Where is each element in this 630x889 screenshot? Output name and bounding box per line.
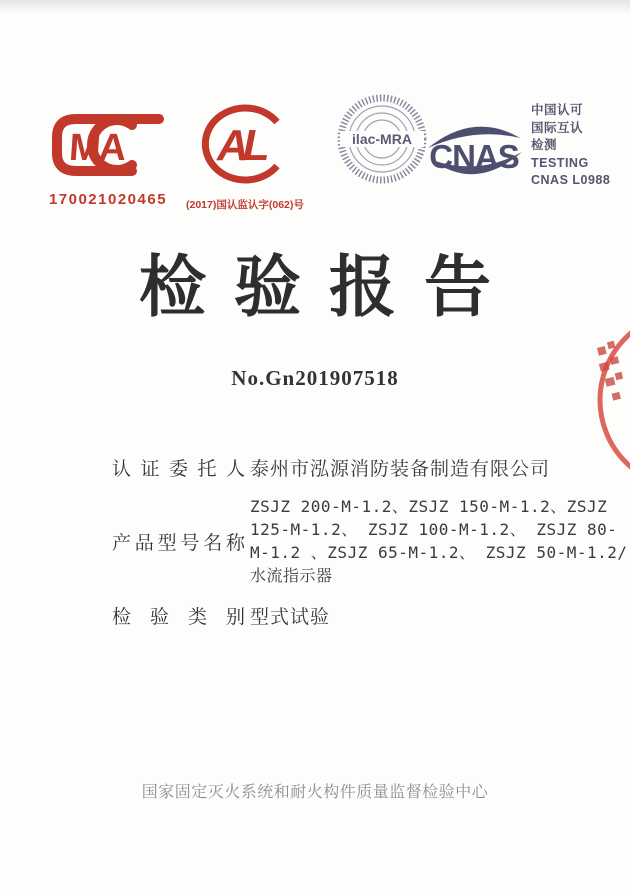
ilac-mra-logo-block — [336, 93, 428, 190]
client-label: 认 证 委 托 人 — [112, 459, 246, 480]
accreditation-line: 检测 — [531, 138, 558, 152]
product-model-line: 水流指示器 — [250, 566, 333, 585]
cma-logo-icon — [46, 108, 170, 182]
cal-caption: (2017)国认监认字(062)号 — [186, 199, 304, 211]
ilac-mra-label: ilac-MRA — [352, 131, 412, 147]
product-model-line: M-1.2 、ZSJZ 65-M-1.2、 ZSJZ 50-M-1.2/ — [250, 543, 628, 562]
product-model-label: 产品型号名称 — [112, 532, 246, 554]
cal-logo-icon — [193, 100, 295, 190]
issuing-center-name: 国家固定灭火系统和耐火构件质量监督检验中心 — [141, 784, 489, 801]
field-row-product-model — [112, 495, 628, 587]
inspection-type-label: 检 验 类 别 — [112, 607, 246, 628]
product-model-line: 125-M-1.2、 ZSJZ 100-M-1.2、 ZSJZ 80- — [250, 520, 618, 539]
ilac-mra-logo-icon — [336, 93, 428, 185]
inspection-type-value: 型式试验 — [250, 607, 331, 628]
cal-letters: AL — [217, 121, 264, 170]
accreditation-text-block — [531, 102, 610, 190]
accreditation-line: 国际互认 — [531, 120, 584, 135]
cnas-letters: CNAS — [429, 138, 519, 175]
report-number: No.Gn201907518 — [231, 366, 399, 390]
product-model-value — [250, 495, 628, 587]
cnas-logo-icon — [424, 118, 524, 182]
product-model-line: ZSJZ 200-M-1.2、ZSJZ 150-M-1.2、ZSJZ — [250, 497, 608, 516]
field-row-inspection-type — [112, 602, 592, 629]
accreditation-line: 中国认可 — [531, 103, 584, 117]
client-value: 泰州市泓源消防装备制造有限公司 — [250, 459, 551, 480]
cma-letters: MA — [67, 127, 126, 169]
cma-certificate-number: 170021020465 — [48, 191, 168, 208]
cma-logo-block — [42, 108, 174, 208]
field-row-client — [112, 454, 592, 481]
report-fields — [112, 454, 628, 629]
red-seal-partial — [590, 305, 630, 500]
accreditation-line: CNAS L0988 — [531, 173, 611, 187]
cal-logo-block — [186, 100, 302, 212]
page-title: 检验报告 — [139, 250, 519, 325]
accreditation-line: TESTING — [531, 155, 589, 170]
scan-edge-shadow — [0, 0, 630, 14]
cnas-logo-block — [424, 118, 524, 187]
